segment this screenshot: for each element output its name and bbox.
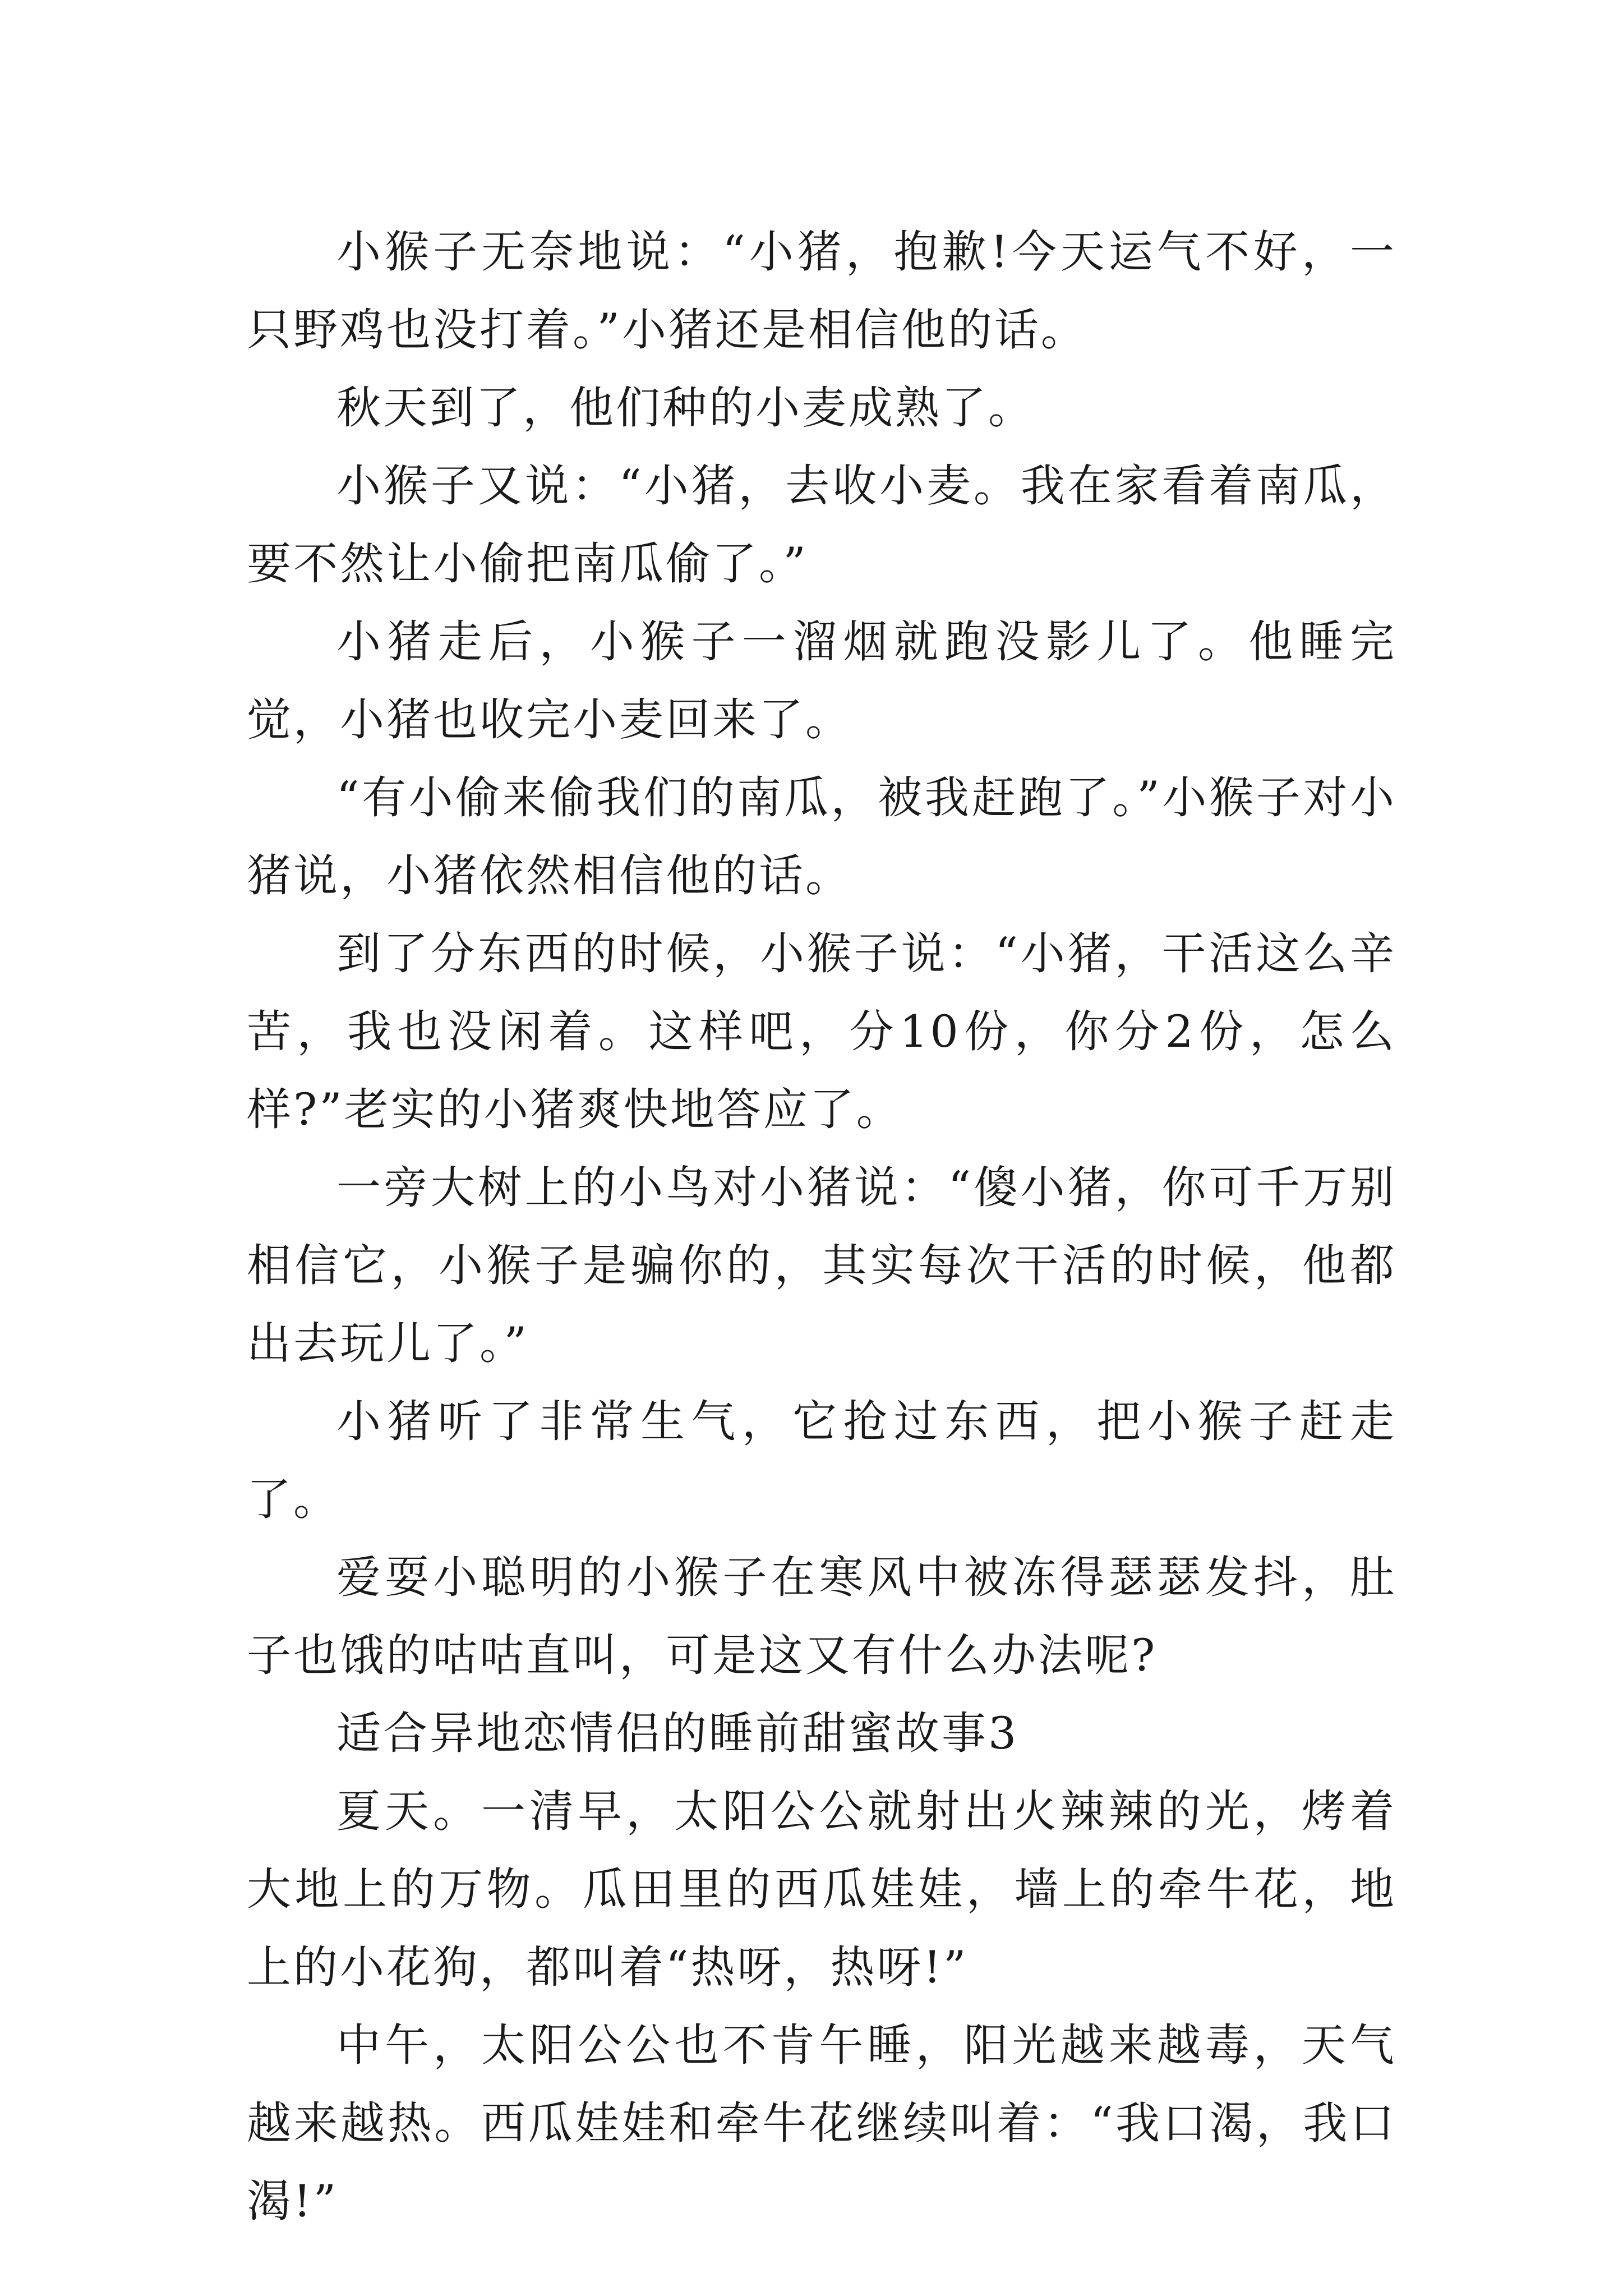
paragraph: 中午，太阳公公也不肯午睡，阳光越来越毒，天气越来越热。西瓜娃娃和牵牛花继续叫着：“我口渴，我口渴!” (247, 2019, 1396, 2227)
paragraph: 小猪听了非常生气，它抢过东西，把小猴子赶走了。 (247, 1396, 1396, 1525)
paragraph: 爱耍小聪明的小猴子在寒风中被冻得瑟瑟发抖，肚子也饿的咕咕直叫，可是这又有什么办法呢? (247, 1552, 1396, 1681)
paragraph: 小猴子又说：“小猪，去收小麦。我在家看着南瓜，要不然让小偷把南瓜偷了。” (247, 460, 1396, 590)
paragraph: 一旁大树上的小鸟对小猪说：“傻小猪，你可千万别相信它，小猴子是骗你的，其实每次干活的时候，他都出去玩儿了。” (247, 1162, 1396, 1369)
paragraph: 到了分东西的时候，小猴子说：“小猪，干活这么辛苦，我也没闲着。这样吧，分10份，你分2份，怎么样?”老实的小猪爽快地答应了。 (247, 928, 1396, 1135)
paragraph: 小猴子无奈地说：“小猪，抱歉!今天运气不好，一只野鸡也没打着。”小猪还是相信他的话。 (247, 226, 1396, 356)
document-body (247, 213, 1396, 2240)
paragraph: 小猪走后，小猴子一溜烟就跑没影儿了。他睡完觉，小猪也收完小麦回来了。 (247, 616, 1396, 746)
paragraph: 夏天。一清早，太阳公公就射出火辣辣的光，烤着大地上的万物。瓜田里的西瓜娃娃，墙上的牵牛花，地上的小花狗，都叫着“热呀，热呀!” (247, 1786, 1396, 1993)
paragraph: “有小偷来偷我们的南瓜，被我赶跑了。”小猴子对小猪说，小猪依然相信他的话。 (247, 772, 1396, 901)
section-title: 适合异地恋情侣的睡前甜蜜故事3 (336, 1708, 1019, 1759)
paragraph: 秋天到了，他们种的小麦成熟了。 (336, 382, 1035, 434)
